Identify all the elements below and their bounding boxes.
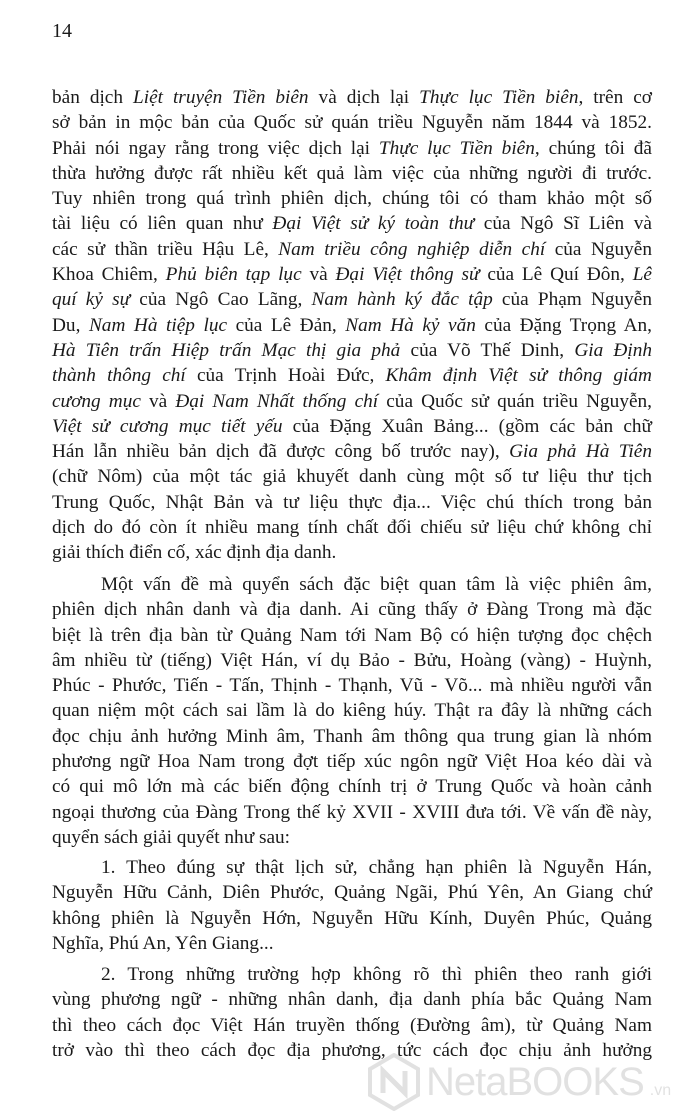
paragraph-transliteration	[52, 572, 652, 850]
body-text: sở bản in mộc bản của Quốc sử quán triều Nguyễn năm 1844 và 1852.	[52, 112, 652, 134]
netabooks-logo-icon	[368, 1053, 420, 1111]
body-text: phương ngữ Hoa Nam trong đợt tiếp xúc ngôn ngữ Việt Hoa kéo dài và	[52, 751, 652, 773]
text-line	[52, 855, 652, 880]
italic-title-text: Phủ biên tạp lục	[165, 264, 302, 286]
body-text: (chữ Nôm) của một tác giả khuyết danh cùng một số tư liệu thư tịch	[52, 466, 652, 488]
text-line	[52, 490, 652, 515]
body-text: và	[140, 390, 176, 412]
body-text: và	[301, 264, 336, 286]
text-line	[52, 414, 652, 439]
body-text: phiên dịch nhân danh và địa danh. Ai cũng thấy ở Đàng Trong mà đặc	[52, 599, 652, 621]
italic-title-text: Liệt truyện Tiền biên	[132, 87, 309, 108]
text-line	[52, 825, 652, 850]
text-line	[52, 623, 652, 648]
text-line	[52, 962, 652, 987]
body-text: 1. Theo đúng sự thật lịch sử, chẳng hạn phiên là Nguyễn Hán,	[101, 857, 652, 878]
text-line	[52, 515, 652, 540]
italic-title-text: thành thông chí	[52, 365, 186, 387]
text-line	[52, 110, 652, 135]
body-text: Phúc - Phước, Tiến - Tấn, Thịnh - Thạnh, Vũ - Võ... mà nhiều người vẫn	[52, 675, 652, 697]
body-text: Du,	[52, 314, 89, 336]
body-text: , trên cơ	[578, 87, 652, 108]
watermark-text: NetaBOOKS	[426, 1059, 644, 1104]
text-line	[52, 136, 652, 161]
body-text: bản dịch	[52, 87, 133, 108]
italic-title-text: Nam Hà tiệp lục	[88, 314, 228, 336]
body-text: của Lê Đản,	[227, 314, 346, 336]
text-line	[52, 931, 652, 956]
body-text: các sử thần triều Hậu Lê,	[52, 238, 279, 260]
body-text: của Trịnh Hoài Đức,	[185, 365, 386, 387]
body-text: Nghĩa, Phú An, Yên Giang...	[52, 932, 274, 954]
body-text: âm nhiều từ (tiếng) Việt Hán, ví dụ Bảo - Bửu, Hoàng (vàng) - Huỳnh,	[52, 649, 652, 671]
italic-title-text: Nam hành ký đắc tập	[311, 289, 493, 311]
text-line	[52, 724, 652, 749]
text-line	[52, 800, 652, 825]
text-line	[52, 698, 652, 723]
text-line	[52, 540, 652, 565]
body-text: Trung Quốc, Nhật Bản và tư liệu thực địa... Việc chú thích trong bản	[52, 491, 652, 513]
italic-title-text: Nam triều công nghiệp diễn chí	[278, 238, 546, 260]
body-text: và dịch lại	[308, 87, 420, 108]
italic-title-text: Gia Định	[574, 339, 652, 361]
text-line	[52, 287, 652, 312]
text-line	[52, 439, 652, 464]
italic-title-text: cương mục	[52, 390, 141, 412]
text-line	[52, 880, 652, 905]
paragraph-rule-2	[52, 962, 652, 1063]
body-text: vùng phương ngữ - những nhân danh, địa danh phía bắc Quảng Nam	[52, 989, 652, 1011]
text-line	[52, 597, 652, 622]
body-text: đọc chịu ảnh hưởng Minh âm, Thanh âm thông qua trung gian là nhóm	[52, 725, 652, 747]
body-text: không phiên là Nguyễn Hớn, Nguyễn Hữu Kính, Duyên Phúc, Quảng	[52, 907, 652, 929]
body-text: Phải nói ngay rằng trong việc dịch lại	[52, 137, 379, 159]
netabooks-watermark	[368, 1052, 698, 1112]
body-text: có qui mô lớn mà các biến động chính trị ở Trung Quốc và hoàn cảnh	[52, 776, 652, 798]
body-text: của Đặng Xuân Bảng... (gồm các bản chữ	[282, 415, 652, 437]
body-text: quyển sách giải quyết như sau:	[52, 826, 291, 848]
italic-title-text: Đại Nam Nhất thống chí	[175, 390, 379, 412]
page-number: 14	[52, 20, 72, 42]
text-line	[52, 338, 652, 363]
body-text: Một vấn đề mà quyển sách đặc biệt quan tâm là việc phiên âm,	[101, 574, 652, 595]
italic-title-text: Lê	[632, 264, 652, 286]
body-text: tài liệu có liên quan như	[52, 213, 273, 235]
body-text: của Phạm Nguyễn	[492, 289, 652, 311]
text-line	[52, 313, 652, 338]
text-line	[52, 186, 652, 211]
body-text: của Quốc sử quán triều Nguyễn,	[378, 390, 652, 412]
paragraph-sources	[52, 85, 652, 566]
body-text: trở vào thì theo cách đọc địa phương, tức cách đọc chịu ảnh hưởng	[52, 1039, 652, 1061]
text-line	[52, 211, 652, 236]
body-text: Nguyễn Hữu Cảnh, Diên Phước, Quảng Ngãi, Phú Yên, An Giang chứ	[52, 882, 652, 904]
body-text: thì theo cách đọc Việt Hán truyền thống (Đường âm), từ Quảng Nam	[52, 1014, 652, 1036]
body-text: 2. Trong những trường hợp không rõ thì phiên theo ranh giới	[101, 964, 652, 985]
italic-title-text: quí kỷ sự	[52, 289, 131, 311]
body-text: Tuy nhiên trong quá trình phiên dịch, chúng tôi có tham khảo một số	[52, 188, 652, 210]
italic-title-text: Gia phả Hà Tiên	[509, 441, 652, 463]
text-line	[52, 262, 652, 287]
italic-title-text: Việt sử cương mục tiết yếu	[52, 415, 283, 437]
text-line	[52, 749, 652, 774]
text-line	[52, 673, 652, 698]
italic-title-text: Đại Việt thông sử	[335, 264, 480, 286]
body-text: Hán lẫn nhiều bản dịch đã được công bố trước nay),	[52, 441, 510, 463]
text-line	[52, 85, 652, 110]
body-text: Khoa Chiêm,	[52, 264, 166, 286]
body-text: của Ngô Sĩ Liên và	[474, 213, 652, 235]
body-text: của Võ Thế Dinh,	[400, 339, 575, 361]
body-text: của Lê Quí Đôn,	[479, 264, 633, 286]
text-line	[52, 572, 652, 597]
body-text: ngoại thương của Đàng Trong thế kỷ XVII - XVIII đưa tới. Về vấn đề này,	[52, 801, 652, 823]
italic-title-text: Đại Việt sử ký toàn thư	[272, 213, 475, 235]
text-line	[52, 363, 652, 388]
text-line	[52, 161, 652, 186]
body-text: của Nguyễn	[545, 238, 652, 260]
body-text: biệt là trên địa bàn từ Quảng Nam tới Nam Bộ có hiện tượng đọc chệch	[52, 624, 652, 646]
body-text: của Ngô Cao Lãng,	[130, 289, 312, 311]
italic-title-text: Thực lục Tiền biên	[419, 87, 579, 108]
text-line	[52, 389, 652, 414]
paragraph-rule-1	[52, 855, 652, 956]
italic-title-text: Khâm định Việt sử thông giám	[385, 365, 652, 387]
text-line	[52, 1013, 652, 1038]
italic-title-text: Thực lục Tiền biên	[378, 137, 535, 159]
text-line	[52, 464, 652, 489]
body-text: , chúng tôi đã	[534, 137, 652, 159]
text-line	[52, 774, 652, 799]
text-line	[52, 648, 652, 673]
text-line	[52, 237, 652, 262]
body-text: quan niệm một cách sai lầm là do kiêng húy. Thật ra đây là những cách	[52, 700, 652, 722]
text-line	[52, 906, 652, 931]
italic-title-text: Nam Hà kỷ văn	[345, 314, 476, 336]
italic-title-text: Hà Tiên trấn Hiệp trấn Mạc thị gia phả	[52, 339, 401, 361]
text-line	[52, 987, 652, 1012]
body-text: giải thích điển cố, xác định địa danh.	[52, 542, 337, 564]
watermark-suffix: .vn	[649, 1082, 672, 1099]
body-text: của Đặng Trọng An,	[475, 314, 652, 336]
body-text: dịch do đó còn ít nhiều mang tính chất đối chiếu sử liệu chứ không chỉ	[52, 517, 652, 539]
body-text: thừa hưởng được rất nhiều kết quả làm việc của những người đi trước.	[52, 162, 652, 184]
